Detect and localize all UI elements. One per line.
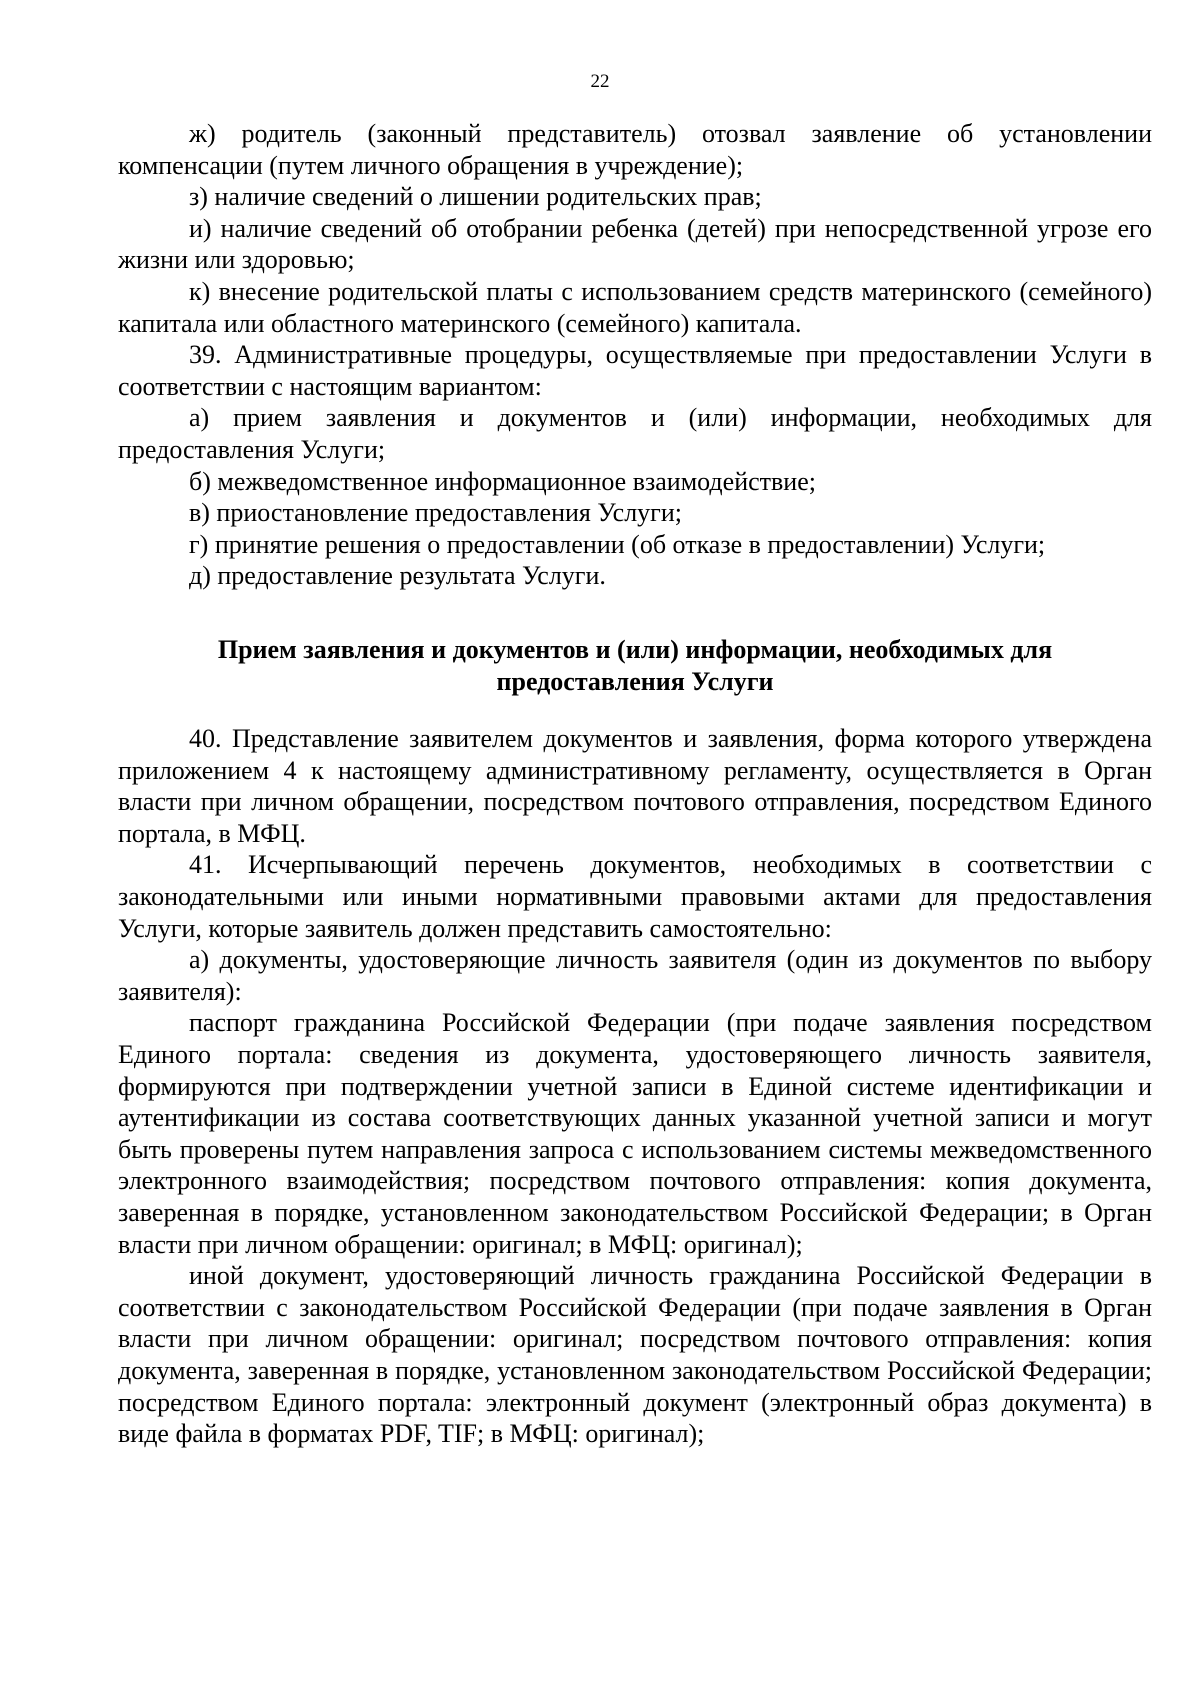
paragraph-clause-40: 40. Представление заявителем документов и заявления, форма которого утверждена приложением 4 к настоящему административному регламенту, осуществляется в Орган власти при личном обращении, посредством почтового отправления, посредством Единого портала, в МФЦ. bbox=[118, 724, 1152, 848]
page-number: 22 bbox=[590, 71, 610, 92]
paragraph-clause-41: 41. Исчерпывающий перечень документов, необходимых в соответствии с законодательными или иными нормативными правовыми актами для предоставления Услуги, которые заявитель должен представить самостоятельно: bbox=[118, 850, 1152, 943]
paragraph-other-document: иной документ, удостоверяющий личность гражданина Российской Федерации в соответствии с законодательством Российской Федерации (при подаче заявления в Орган власти при личном обращении: оригинал; посредством почтового отправления: копия документа, заверенная в порядке, установленном законодательством Российской Федерации; посредством Единого портала: электронный документ (электронный образ документа) в виде файла в форматах PDF, TIF; в МФЦ: оригинал); bbox=[118, 1261, 1152, 1449]
paragraph-item-zh: ж) родитель (законный представитель) отозвал заявление об установлении компенсации (путем личного обращения в учреждение); bbox=[118, 119, 1152, 180]
paragraph-item-d: д) предоставление результата Услуги. bbox=[189, 561, 606, 591]
document-body bbox=[118, 118, 1152, 1450]
paragraph-item-a: а) прием заявления и документов и (или) информации, необходимых для предоставления Услуги; bbox=[118, 403, 1152, 464]
paragraph-item-i: и) наличие сведений об отобрании ребенка (детей) при непосредственной угрозе его жизни или здоровью; bbox=[118, 213, 1152, 275]
paragraph-item-g: г) принятие решения о предоставлении (об отказе в предоставлении) Услуги; bbox=[189, 529, 1046, 559]
paragraph-clause-39: 39. Административные процедуры, осуществляемые при предоставлении Услуги в соответствии с настоящим вариантом: bbox=[118, 340, 1152, 401]
paragraph-passport: паспорт гражданина Российской Федерации (при подаче заявления посредством Единого портала: сведения из документа, удостоверяющего личность заявителя, формируются при подтверждении учетной записи в Единой системе идентификации и аутентификации из состава соответствующих данных указанной учетной записи и могут быть проверены путем направления запроса с использованием системы межведомственного электронного взаимодействия; посредством почтового отправления: копия документа, заверенная в порядке, установленном законодательством Российской Федерации; в Орган власти при личном обращении: оригинал; в МФЦ: оригинал); bbox=[118, 1008, 1152, 1259]
paragraph-identity-documents: а) документы, удостоверяющие личность заявителя (один из документов по выбору заявителя): bbox=[118, 945, 1152, 1006]
paragraph-item-z: з) наличие сведений о лишении родительских прав; bbox=[189, 182, 762, 212]
paragraph-item-v: в) приостановление предоставления Услуги; bbox=[189, 498, 682, 528]
paragraph-item-b: б) межведомственное информационное взаимодействие; bbox=[189, 466, 816, 496]
paragraph-item-k: к) внесение родительской платы с использованием средств материнского (семейного) капитала или областного материнского (семейного) капитала. bbox=[118, 276, 1152, 338]
section-heading-line-2: предоставления Услуги bbox=[496, 666, 774, 696]
section-heading bbox=[118, 634, 1152, 697]
section-heading-line-1: Прием заявления и документов и (или) информации, необходимых для bbox=[217, 634, 1053, 664]
